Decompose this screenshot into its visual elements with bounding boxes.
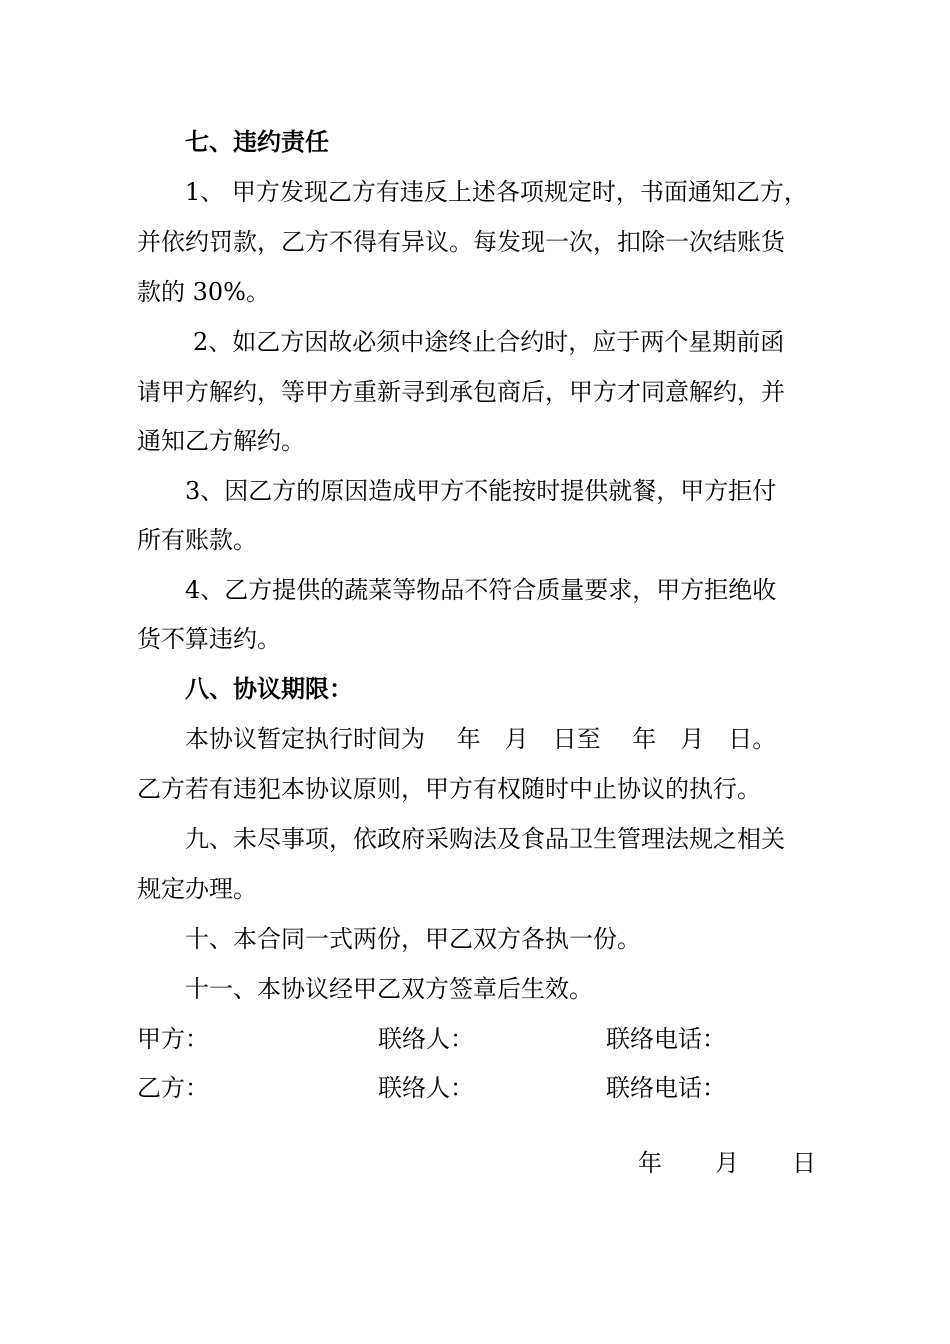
paragraph-line: 本协议暂定执行时间为 年 月 日至 年 月 日。	[185, 725, 777, 753]
paragraph-line: 规定办理。	[137, 875, 257, 903]
paragraph-line: 乙方若有违犯本协议原则，甲方有权随时中止协议的执行。	[137, 775, 761, 803]
paragraph-line: 通知乙方解约。	[137, 427, 305, 455]
paragraph-line: 3、因乙方的原因造成甲方不能按时提供就餐，甲方拒付	[185, 477, 777, 505]
party-a-contact-label: 联络人：	[378, 1025, 474, 1053]
party-b-contact-label: 联络人：	[378, 1074, 474, 1102]
section-7-heading: 七、违约责任	[185, 127, 329, 156]
paragraph-line: 款的 30%。	[137, 278, 270, 306]
paragraph-line: 请甲方解约，等甲方重新寻到承包商后，甲方才同意解约，并	[137, 378, 785, 406]
paragraph-line: 货不算违约。	[137, 625, 281, 653]
party-b-phone-label: 联络电话：	[606, 1074, 726, 1102]
party-a-label: 甲方：	[137, 1025, 209, 1053]
party-b-label: 乙方：	[137, 1074, 209, 1102]
paragraph-line: 并依约罚款，乙方不得有异议。每发现一次，扣除一次结账货	[137, 228, 785, 256]
date-month: 月	[715, 1149, 739, 1177]
paragraph-line: 所有账款。	[137, 526, 257, 554]
paragraph-line: 十、本合同一式两份，甲乙双方各执一份。	[185, 925, 641, 953]
date-day: 日	[792, 1149, 816, 1177]
paragraph-line: 4、乙方提供的蔬菜等物品不符合质量要求，甲方拒绝收	[185, 576, 777, 604]
section-8-heading: 八、协议期限：	[185, 674, 353, 703]
paragraph-line: 2、如乙方因故必须中途终止合约时，应于两个星期前函	[193, 328, 785, 356]
date-year: 年	[638, 1149, 662, 1177]
paragraph-line: 1、 甲方发现乙方有违反上述各项规定时，书面通知乙方，	[185, 178, 808, 206]
party-a-phone-label: 联络电话：	[606, 1025, 726, 1053]
paragraph-line: 十一、本协议经甲乙双方签章后生效。	[185, 975, 593, 1003]
paragraph-line: 九、未尽事项，依政府采购法及食品卫生管理法规之相关	[185, 825, 785, 853]
